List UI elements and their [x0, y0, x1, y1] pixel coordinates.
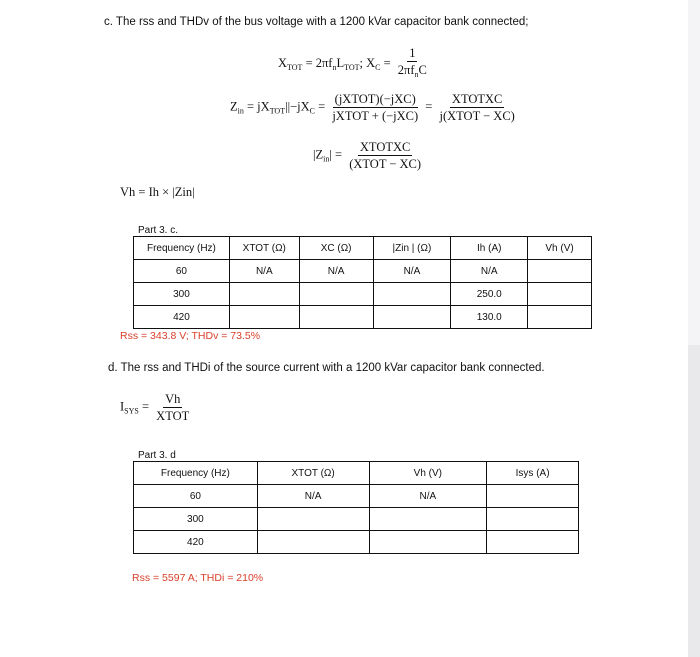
table-cell: [487, 485, 579, 508]
table-row: [134, 508, 579, 531]
eq1-c-sub: C: [375, 62, 381, 72]
table-cell: N/A: [229, 260, 299, 283]
equation-xtot-xc: [278, 46, 431, 82]
eq1-mid: = 2πf: [302, 55, 333, 70]
eqd-lhs: I: [120, 399, 125, 414]
eq1-l: L: [336, 55, 345, 70]
page-edge-top: [688, 0, 700, 345]
eq2-f2-den: j(XTOT − XC): [439, 109, 515, 123]
table-cell: 420: [134, 306, 230, 329]
eq3-den: (XTOT − XC): [349, 157, 422, 171]
eq2-a: = jX: [243, 99, 270, 114]
table-cell: [369, 508, 487, 531]
part-d-header-row: [134, 462, 579, 485]
table-cell: N/A: [257, 485, 369, 508]
equation-zin: $Z_{in} = jX_{TOT}||-jX_C$ = $\frac{\text{(jXTOT)(−jXC)}}{\text{jXTOT + (−jXC)}}$ = $\frac{\text{XTOTXC}}{\text{j(XTOT − XC)}}$: [230, 92, 515, 123]
equation-isys: $I_{SYS}$ = $\frac{Vh}{\text{XTOT}}$: [120, 392, 190, 423]
part-c-table-caption: Part 3. c.: [138, 225, 179, 236]
eqd-eq: =: [138, 399, 153, 414]
eq2-b: ||−jX: [285, 99, 310, 114]
table-cell: [487, 508, 579, 531]
eq3-num: XTOTXC: [359, 140, 411, 154]
table-header: Isys (A): [487, 462, 579, 485]
table-cell: 250.0: [451, 283, 528, 306]
eq2-eq2: =: [422, 99, 436, 114]
table-cell: N/A: [369, 485, 487, 508]
eq2-f2-num: XTOTXC: [451, 92, 503, 106]
table-header: Frequency (Hz): [134, 237, 230, 260]
table-header: Vh (V): [528, 237, 592, 260]
table-row: [134, 283, 592, 306]
table-cell: 300: [134, 508, 258, 531]
part-c-heading: c. The rss and THDv of the bus voltage with a 1200 kVar capacitor bank connected;: [104, 16, 529, 28]
table-header: XTOT (Ω): [257, 462, 369, 485]
table-header: XTOT (Ω): [229, 237, 299, 260]
table-row: [134, 306, 592, 329]
eq2-f1-den: jXTOT + (−jXC): [332, 109, 419, 123]
equation-vh: Vh = Ih × |Zin|: [120, 185, 195, 199]
table-cell: [369, 531, 487, 554]
table-cell: [528, 306, 592, 329]
eq1-fraction: [396, 46, 429, 82]
table-header: Vh (V): [369, 462, 487, 485]
part-d-result: Rss = 5597 A; THDi = 210%: [132, 572, 264, 584]
table-cell: [528, 260, 592, 283]
table-cell: 300: [134, 283, 230, 306]
table-cell: [257, 531, 369, 554]
table-cell: [373, 283, 451, 306]
table-header: Ih (A): [451, 237, 528, 260]
table-cell: [229, 283, 299, 306]
part-d-table: [133, 461, 579, 554]
part-d-heading: d. The rss and THDi of the source current with a 1200 kVar capacitor bank connected.: [108, 362, 545, 374]
table-cell: 130.0: [451, 306, 528, 329]
eq2-lhs: Z: [230, 99, 238, 114]
eq1-left: X: [278, 55, 288, 70]
table-cell: [299, 283, 373, 306]
eq1-left-sub: TOT: [287, 62, 303, 72]
eq1-num: 1: [409, 46, 416, 60]
table-cell: [229, 306, 299, 329]
table-cell: N/A: [373, 260, 451, 283]
eq1-sep: ; X: [359, 55, 376, 70]
eq3-fraction: [347, 140, 423, 171]
eq2-fraction-2: [437, 92, 516, 123]
table-header: Frequency (Hz): [134, 462, 258, 485]
eq2-eq: =: [315, 99, 329, 114]
eq1-l-sub: TOT: [344, 62, 360, 72]
table-cell: [299, 306, 373, 329]
page-edge-bottom: [688, 345, 700, 657]
table-cell: N/A: [299, 260, 373, 283]
table-cell: 60: [134, 485, 258, 508]
eq3-lhs: |Z: [313, 147, 324, 162]
part-c-result: Rss = 343.8 V; THDv = 73.5%: [120, 330, 261, 342]
eq1-eq: =: [380, 55, 394, 70]
eq1-den: $2\pi f_nC$: [397, 63, 427, 79]
eq1-mid-sub: n: [332, 62, 337, 72]
table-header: XC (Ω): [299, 237, 373, 260]
table-cell: [257, 508, 369, 531]
eq2-f1-num: (jXTOT)(−jXC): [334, 92, 416, 106]
table-cell: [373, 306, 451, 329]
table-row: [134, 485, 579, 508]
table-row: [134, 531, 579, 554]
table-cell: N/A: [451, 260, 528, 283]
table-cell: 420: [134, 531, 258, 554]
table-cell: 60: [134, 260, 230, 283]
eqd-den: XTOT: [156, 409, 190, 423]
eqd-num: Vh: [165, 392, 181, 406]
table-header: |Zin | (Ω): [373, 237, 451, 260]
equation-zin-magnitude: $|Z_{in}|$ = $\frac{\text{XTOTXC}}{\text{(XTOT − XC)}}$: [313, 140, 422, 171]
table-row: [134, 260, 592, 283]
table-cell: [528, 283, 592, 306]
table-cell: [487, 531, 579, 554]
part-c-header-row: [134, 237, 592, 260]
part-d-table-caption: Part 3. d: [138, 450, 176, 461]
part-c-table: [133, 236, 592, 329]
eq2-fraction-1: [330, 92, 420, 123]
eqd-fraction: [154, 392, 191, 423]
eq3-lhs-tail: | =: [329, 147, 346, 162]
